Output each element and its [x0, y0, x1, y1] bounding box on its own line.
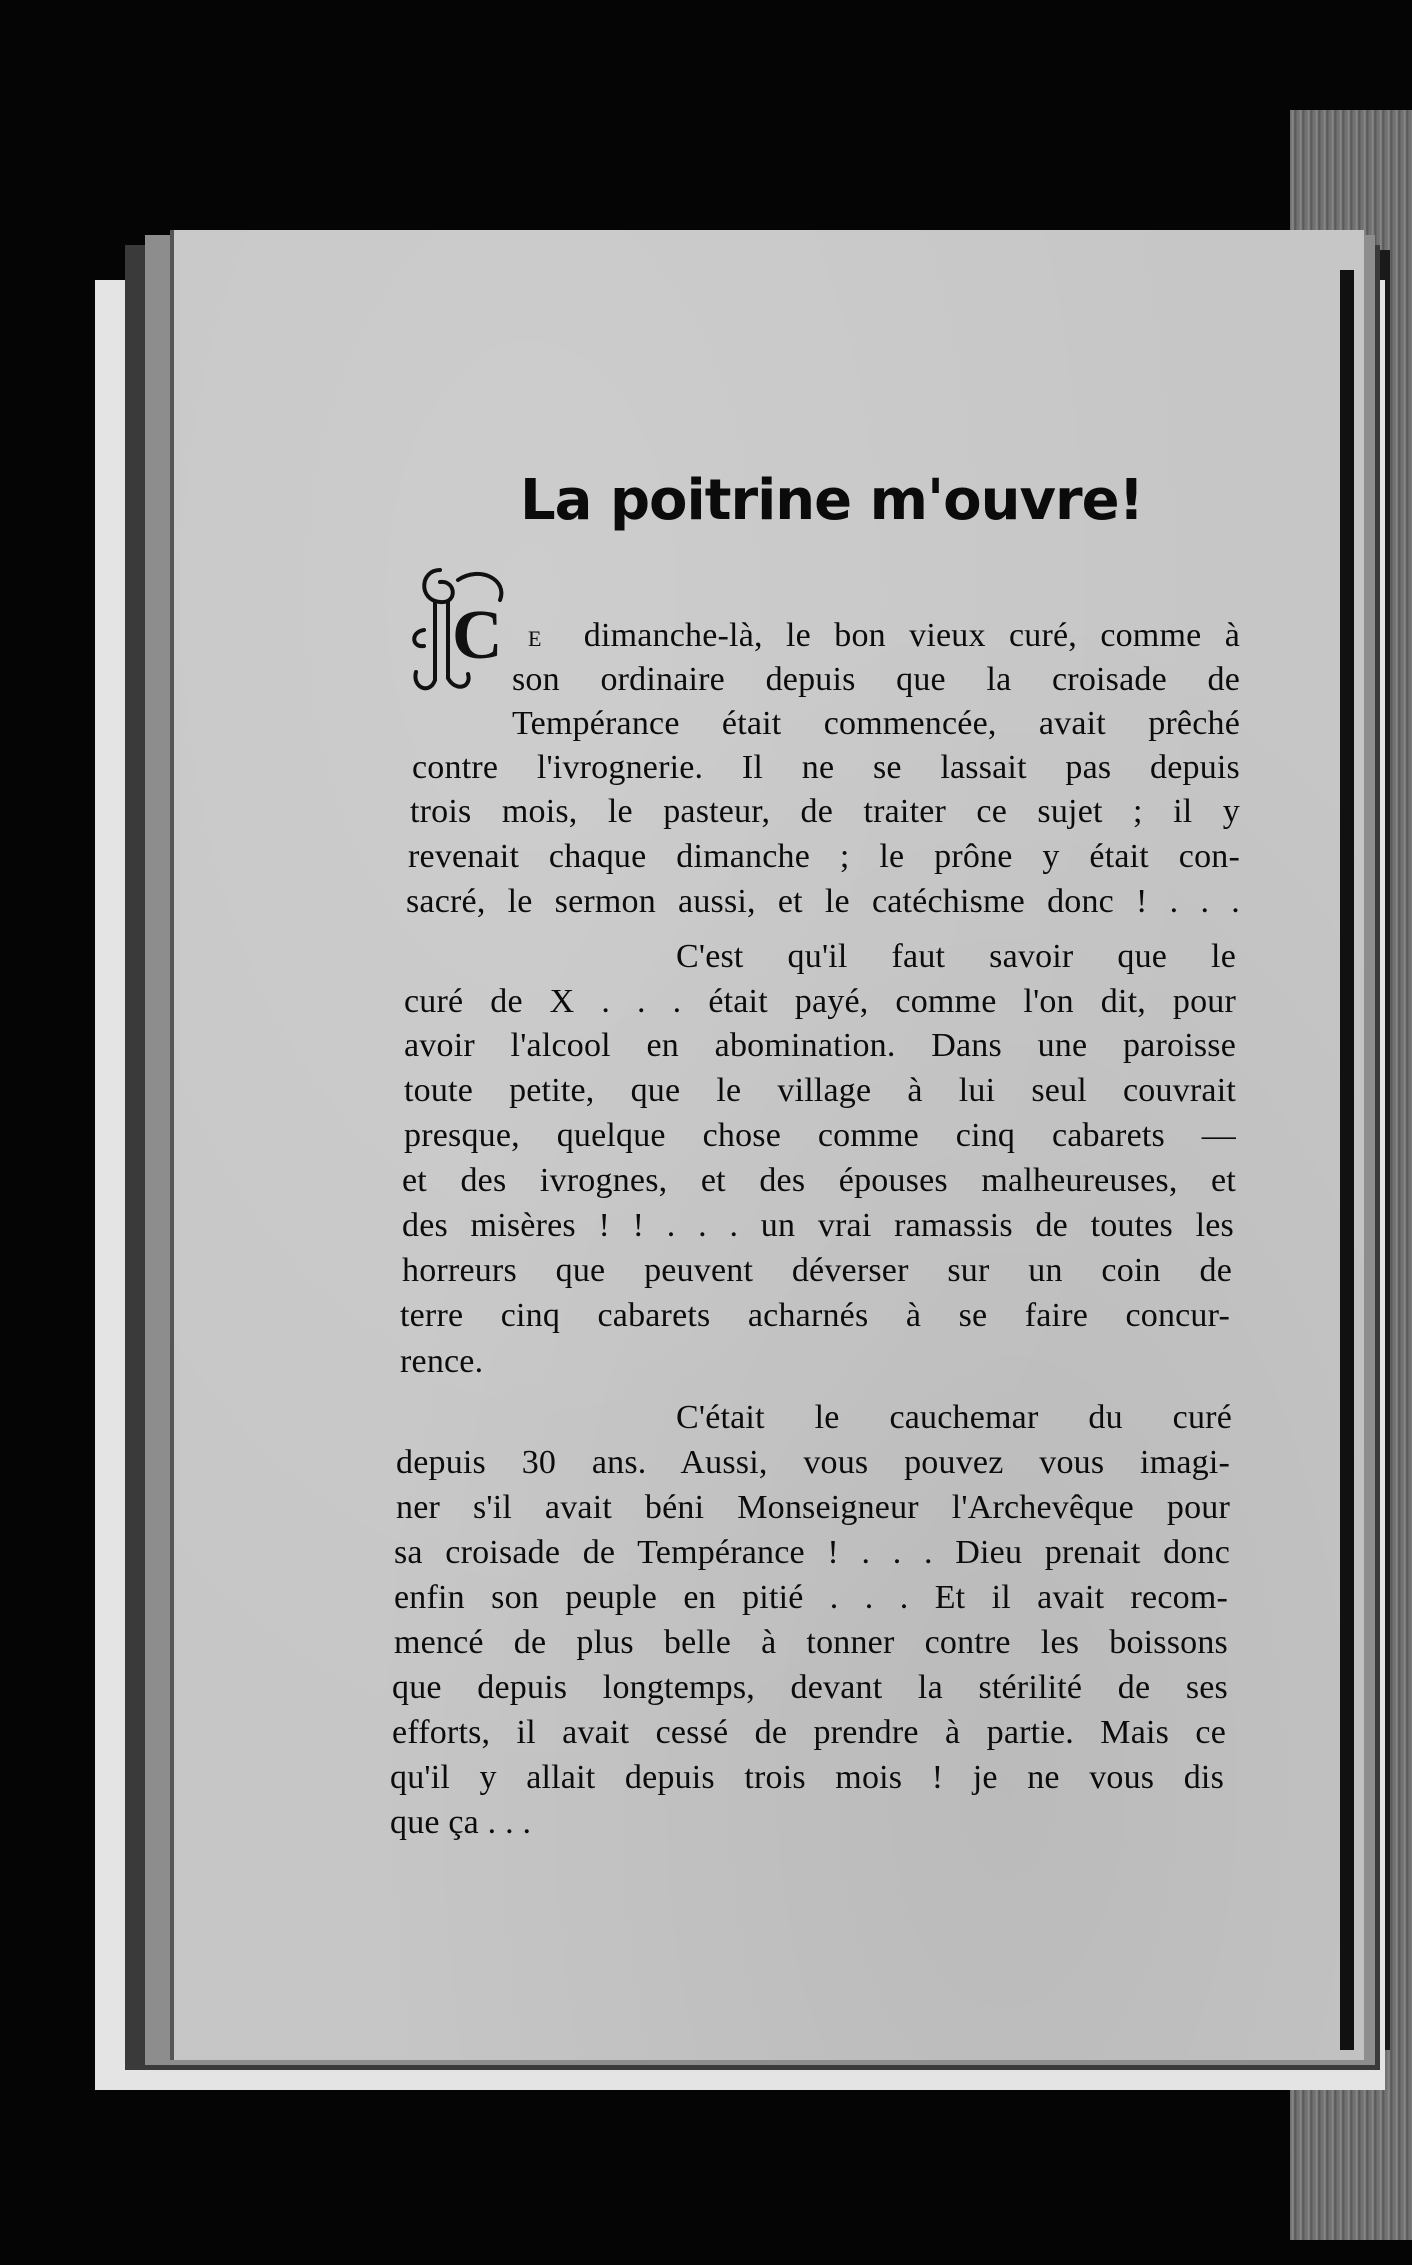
text-line: avoir l'alcool en abomination. Dans une paroisse — [404, 1027, 1236, 1064]
text-line: des misères ! ! . . . un vrai ramassis de toutes les — [402, 1207, 1234, 1244]
page-title: La poitrine m'ouvre! — [520, 468, 1144, 533]
text-line-content: dimanche-là, le bon vieux curé, comme à — [583, 617, 1240, 654]
text-line: que depuis longtemps, devant la stérilité de ses — [392, 1669, 1228, 1706]
text-line: horreurs que peuvent déverser sur un coin de — [402, 1252, 1232, 1289]
text-line: Tempérance était commencée, avait prêché — [512, 705, 1240, 742]
text-line: et des ivrognes, et des épouses malheureuses, et — [402, 1162, 1236, 1199]
text-line: depuis 30 ans. Aussi, vous pouvez vous imagi- — [396, 1444, 1230, 1481]
text-line: qu'il y allait depuis trois mois ! je ne vous dis — [390, 1759, 1224, 1796]
text-line: sa croisade de Tempérance ! . . . Dieu prenait donc — [394, 1534, 1230, 1571]
text-line: revenait chaque dimanche ; le prône y était con- — [408, 838, 1240, 875]
ornamental-dropcap — [410, 560, 520, 700]
first-word-tail: E — [528, 626, 543, 651]
text-line: sacré, le sermon aussi, et le catéchisme donc ! . . . — [406, 883, 1240, 920]
text-line: presque, quelque chose comme cinq cabarets — — [404, 1117, 1236, 1154]
text-line: enfin son peuple en pitié . . . Et il avait recom- — [394, 1579, 1228, 1616]
text-line: son ordinaire depuis que la croisade de — [512, 661, 1240, 698]
text-line: trois mois, le pasteur, de traiter ce sujet ; il y — [410, 793, 1240, 830]
text-line: contre l'ivrognerie. Il ne se lassait pas depuis — [412, 749, 1240, 786]
text-line: C'était le cauchemar du curé — [676, 1399, 1232, 1436]
text-line: rence. — [400, 1343, 484, 1380]
text-line: ner s'il avait béni Monseigneur l'Archevêque pour — [396, 1489, 1230, 1526]
text-line — [528, 614, 1240, 658]
text-line: que ça . . . — [390, 1804, 532, 1841]
text-line: mencé de plus belle à tonner contre les boissons — [394, 1624, 1228, 1661]
text-line: efforts, il avait cessé de prendre à partie. Mais ce — [392, 1714, 1226, 1751]
text-line: toute petite, que le village à lui seul couvrait — [404, 1072, 1236, 1109]
page-shadow — [1340, 270, 1354, 2050]
dropcap-letter: C — [452, 597, 503, 674]
text-line: curé de X . . . était payé, comme l'on dit, pour — [404, 983, 1236, 1020]
text-line: terre cinq cabarets acharnés à se faire concur- — [400, 1297, 1230, 1334]
text-line: C'est qu'il faut savoir que le — [676, 938, 1236, 975]
